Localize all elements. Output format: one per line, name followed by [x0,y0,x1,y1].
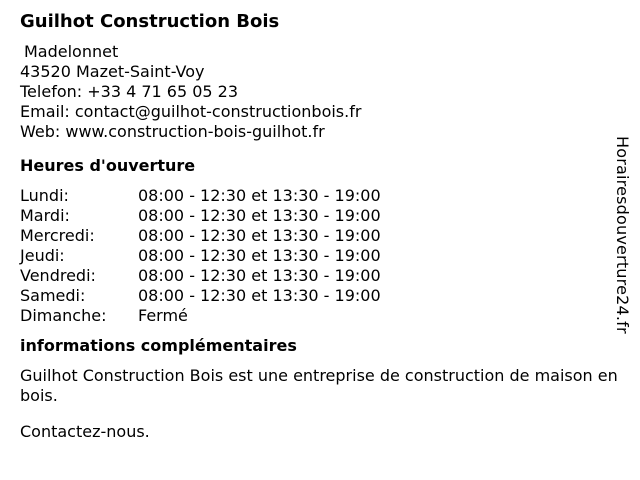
phone: Telefon: +33 4 71 65 05 23 [20,82,239,101]
time-value: 08:00 - 12:30 et 13:30 - 19:00 [138,186,381,205]
day-label: Dimanche: [20,306,107,325]
address-block [20,42,620,142]
contact-link[interactable]: Contactez-nous. [20,422,150,441]
day-label: Jeudi: [20,246,65,265]
hours-row [20,226,381,246]
time-value: 08:00 - 12:30 et 13:30 - 19:00 [138,286,381,305]
time-value: 08:00 - 12:30 et 13:30 - 19:00 [138,206,381,225]
hours-row [20,186,381,206]
hours-row [20,306,381,326]
time-value: 08:00 - 12:30 et 13:30 - 19:00 [138,226,381,245]
street: Madelonnet [24,42,119,61]
day-label: Mercredi: [20,226,95,245]
site-watermark: Horairesdouverture24.fr [613,136,632,334]
email: Email: contact@guilhot-constructionbois.fr [20,102,362,121]
time-value: 08:00 - 12:30 et 13:30 - 19:00 [138,266,381,285]
day-label: Vendredi: [20,266,96,285]
info-title: informations complémentaires [20,336,297,355]
hours-row [20,246,381,266]
hours-table [20,186,381,326]
day-label: Lundi: [20,186,69,205]
description: Guilhot Construction Bois est une entreprise de construction de maison en bois. [20,366,618,405]
day-label: Samedi: [20,286,86,305]
day-label: Mardi: [20,206,70,225]
hours-row [20,266,381,286]
hours-title: Heures d'ouverture [20,156,196,175]
time-value: Fermé [138,306,188,325]
time-value: 08:00 - 12:30 et 13:30 - 19:00 [138,246,381,265]
hours-row [20,206,381,226]
listing [20,10,620,442]
city: 43520 Mazet-Saint-Voy [20,62,205,81]
hours-row [20,286,381,306]
company-name: Guilhot Construction Bois [20,11,280,32]
website: Web: www.construction-bois-guilhot.fr [20,122,325,141]
